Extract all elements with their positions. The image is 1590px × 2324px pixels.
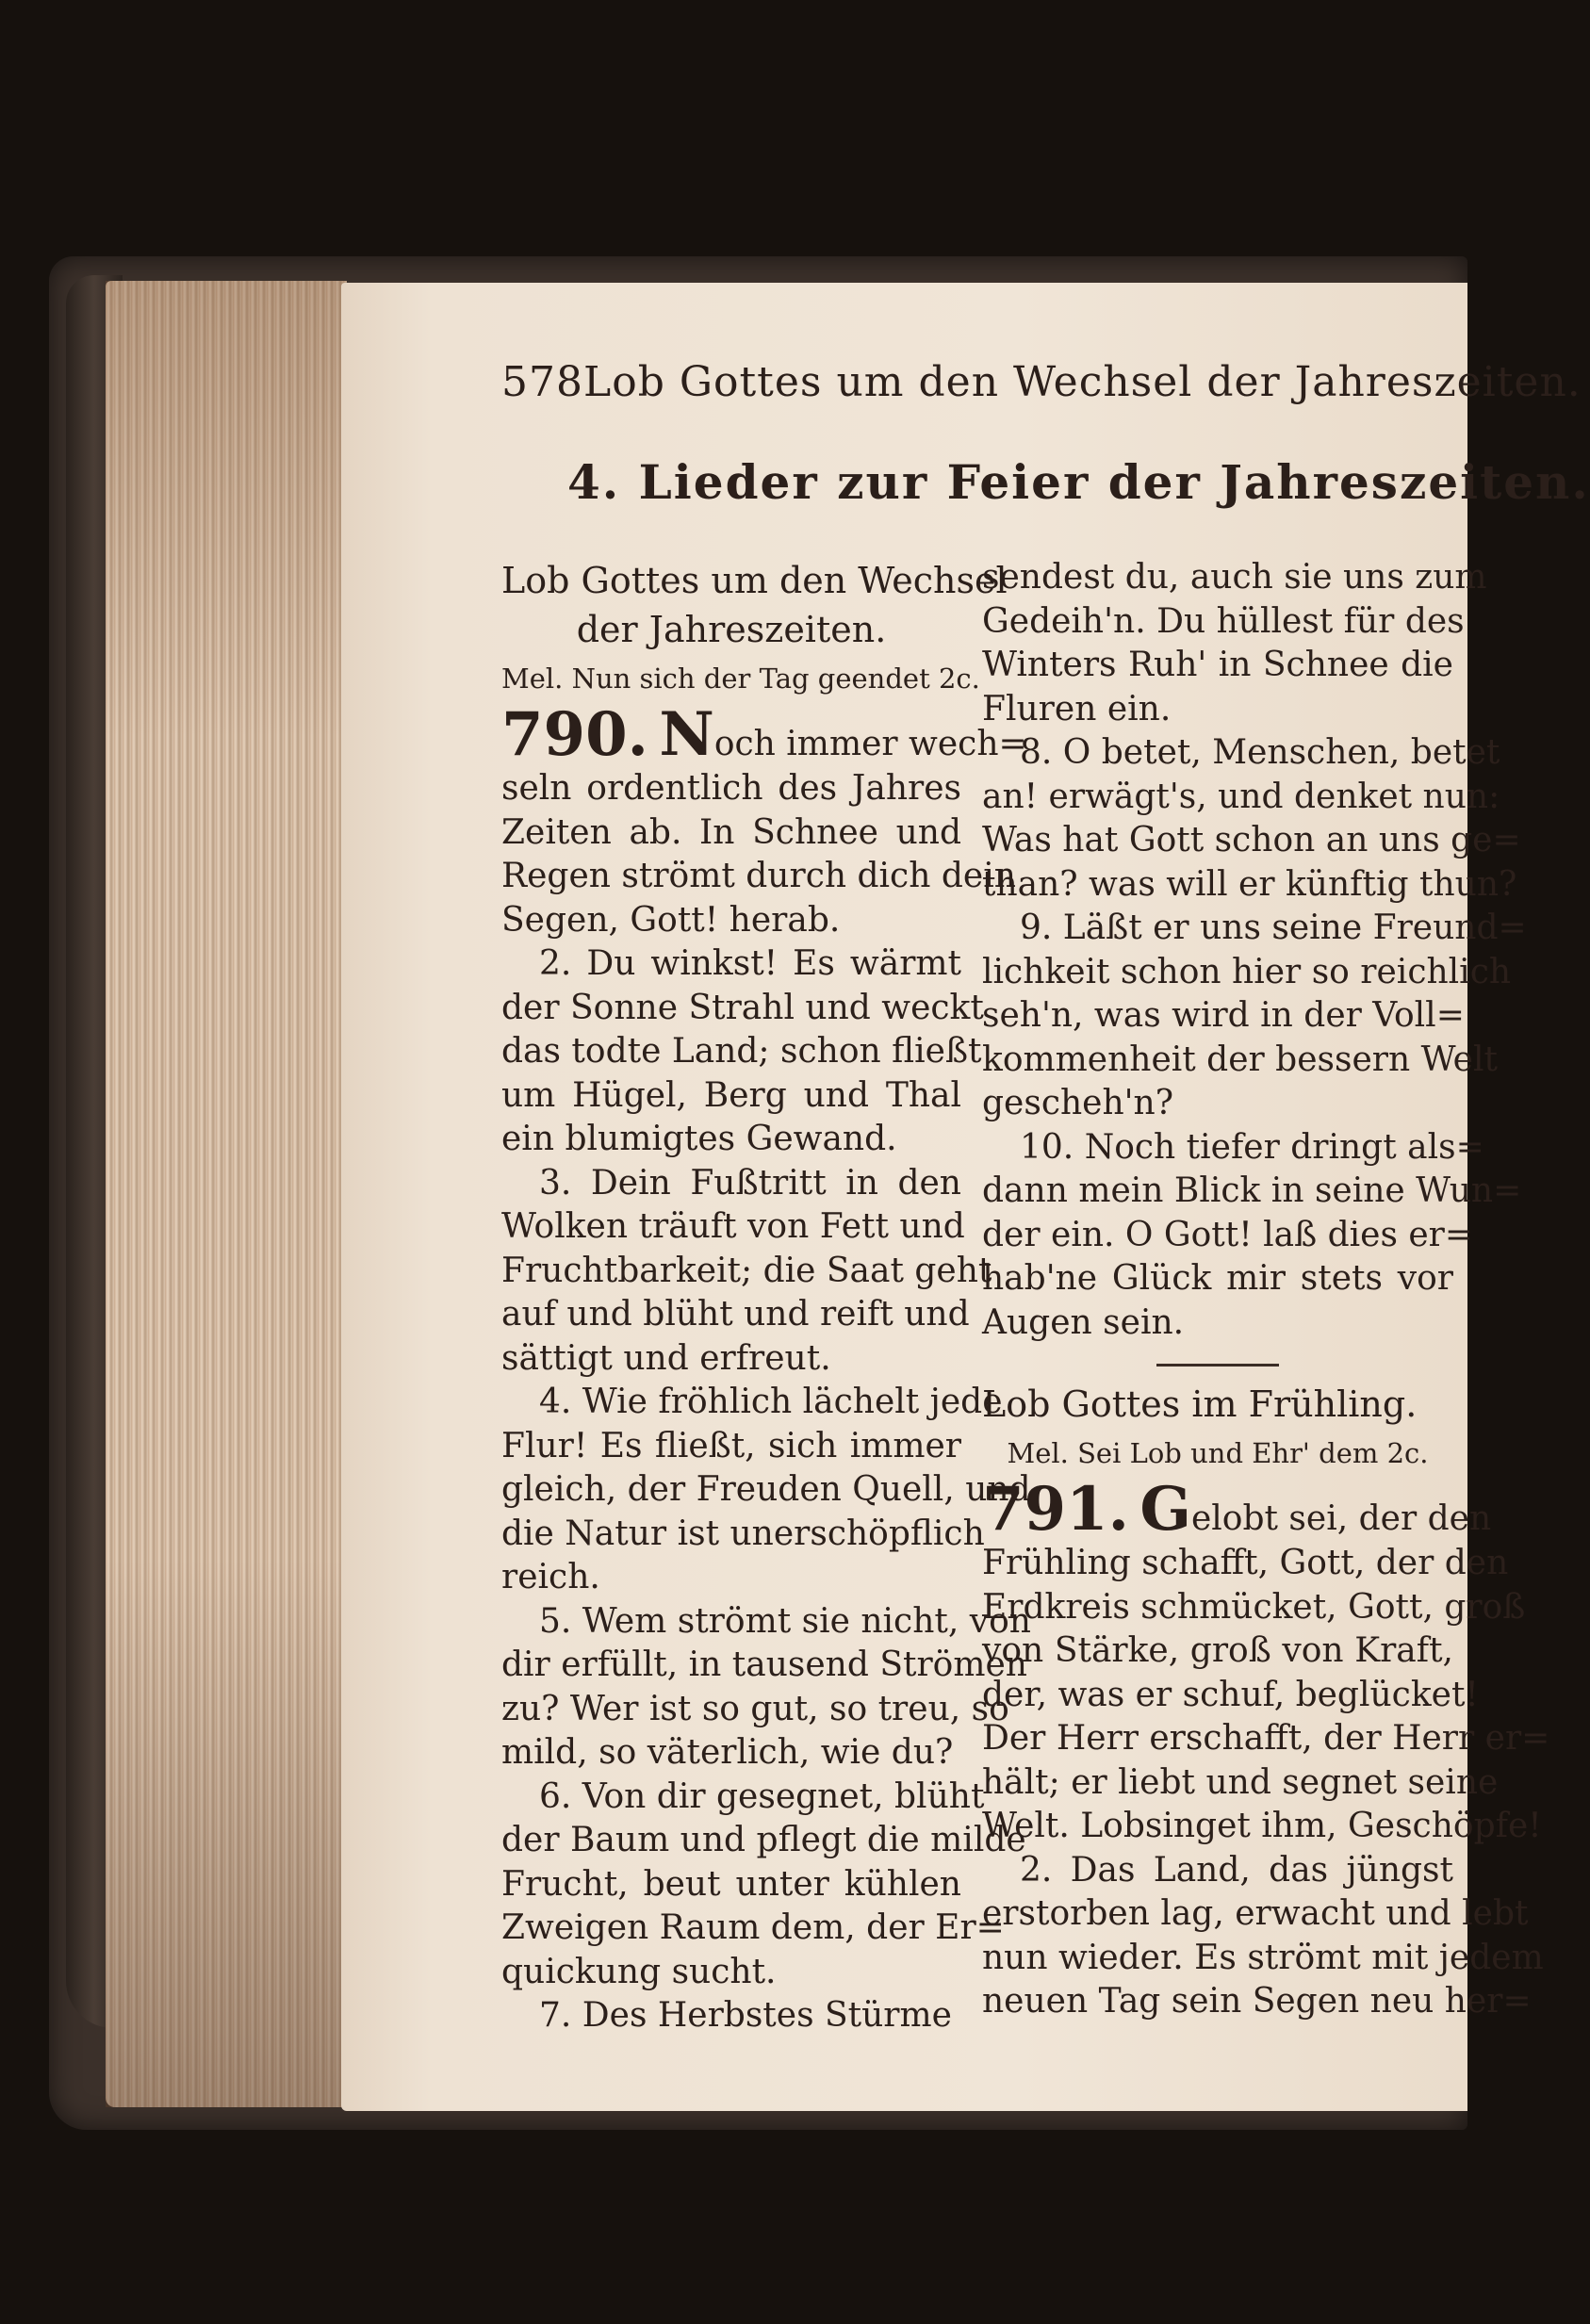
text-line: hält; er liebt und segnet seine <box>982 1762 1499 1802</box>
text-line: kommenheit der bessern Welt <box>982 1039 1498 1079</box>
text-line: der ein. O Gott! laß dies er= <box>982 1215 1474 1254</box>
text-line: Wolken träuft von Fett und <box>501 1207 965 1246</box>
text-line: seln ordentlich des Jahres <box>501 769 961 808</box>
text-line: von Stärke, groß von Kraft, <box>982 1631 1453 1670</box>
text-line: mild, so väterlich, wie du? <box>501 1733 954 1772</box>
text-line: 8. O betet, Menschen, betet <box>1020 733 1500 772</box>
text-line: Frühling schafft, Gott, der den <box>982 1544 1509 1582</box>
text-line: zu? Wer ist so gut, so treu, so <box>501 1689 1009 1728</box>
text-line: neuen Tag sein Segen neu her= <box>982 1982 1532 2021</box>
text-line: Zeiten ab. In Schnee und <box>501 812 961 852</box>
text-line: gleich, der Freuden Quell, und <box>501 1470 1031 1509</box>
text-line: 4. Wie fröhlich lächelt jede <box>539 1383 1003 1421</box>
text-line: an! erwägt's, und denket nun: <box>982 777 1500 816</box>
hymn-number: 790. <box>501 699 648 770</box>
first-line: och immer wech= <box>713 725 1027 763</box>
text-line: sättigt und erfreut. <box>501 1338 831 1378</box>
hymn-title-line-2: der Jahreszeiten. <box>576 609 887 650</box>
page-number: 578 <box>501 358 583 406</box>
text-line: Welt. Lobsinget ihm, Geschöpfe! <box>982 1807 1542 1845</box>
hymn-791-start <box>982 1474 1492 1545</box>
right-verse-lines-top <box>982 556 1527 1345</box>
text-line: than? was will er künftig thun? <box>982 864 1517 904</box>
text-line: um Hügel, Berg und Thal <box>501 1075 961 1115</box>
text-line: Frucht, beut unter kühlen <box>501 1864 961 1904</box>
text-line: Der Herr erschafft, der Herr er= <box>982 1719 1550 1758</box>
text-line: Regen strömt durch dich dein <box>501 857 1016 895</box>
text-line: 10. Noch tiefer dringt als= <box>1020 1127 1484 1167</box>
first-line-791: elobt sei, der den <box>1190 1499 1492 1538</box>
melody-note-791: Mel. Sei Lob und Ehr' dem 2c. <box>1007 1437 1429 1469</box>
right-verse-lines-bottom <box>982 1542 1550 2024</box>
text-line: reich. <box>501 1558 600 1596</box>
hymn-790-start <box>501 699 1027 770</box>
page-edges <box>106 281 347 2107</box>
text-line: 2. Das Land, das jüngst <box>1020 1850 1453 1890</box>
page-header <box>501 358 1582 424</box>
text-line: 2. Du winkst! Es wärmt <box>539 944 961 983</box>
text-line: 9. Läßt er uns seine Freund= <box>1020 908 1527 947</box>
text-line: Winters Ruh' in Schnee die <box>982 646 1453 684</box>
text-line: 7. Des Herbstes Stürme <box>539 1996 952 2035</box>
text-line: 3. Dein Fußtritt in den <box>539 1163 961 1203</box>
text-line: seh'n, was wird in der Voll= <box>982 996 1465 1035</box>
section-title: 4. Lieder zur Feier der Jahreszeiten. <box>567 454 1590 510</box>
text-line: sendest du, auch sie uns zum <box>982 558 1487 597</box>
text-line: der Sonne Strahl und weckt <box>501 988 984 1027</box>
text-line: Gedeih'n. Du hüllest für des <box>982 601 1465 641</box>
drop-initial: N <box>659 699 714 770</box>
text-line: Zweigen Raum dem, der Er= <box>501 1908 1005 1947</box>
text-line: ein blumigtes Gewand. <box>501 1120 897 1158</box>
text-line: Erdkreis schmücket, Gott, groß <box>982 1587 1526 1627</box>
hymn-number-791: 791. <box>982 1474 1129 1545</box>
text-line: gescheh'n? <box>982 1084 1174 1122</box>
text-line: Fluren ein. <box>982 689 1172 728</box>
divider-rule <box>1156 1364 1279 1367</box>
text-line: nun wieder. Es strömt mit jedem <box>982 1938 1544 1977</box>
running-title: Lob Gottes um den Wechsel der Jahreszeiten. <box>582 358 1582 406</box>
text-line: quickung sucht. <box>501 1952 777 1991</box>
hymn-title-line-1: Lob Gottes um den Wechsel <box>501 560 1008 601</box>
text-line: 6. Von dir gesegnet, blüht <box>539 1776 985 1816</box>
text-line: das todte Land; schon fließt <box>501 1032 982 1071</box>
text-line: 5. Wem strömt sie nicht, von <box>539 1601 1031 1641</box>
text-line: Segen, Gott! herab. <box>501 900 841 940</box>
text-line: die Natur ist unerschöpflich <box>501 1514 985 1553</box>
drop-initial-791: G <box>1139 1474 1191 1545</box>
melody-note: Mel. Nun sich der Tag geendet 2c. <box>501 663 980 695</box>
text-line: der, was er schuf, beglücket! <box>982 1675 1479 1714</box>
text-line: der Baum und pflegt die milde <box>501 1821 1026 1859</box>
text-line: lichkeit schon hier so reichlich <box>982 952 1512 991</box>
text-line: Was hat Gott schon an uns ge= <box>982 821 1521 859</box>
text-line: auf und blüht und reift und <box>501 1295 970 1334</box>
right-column <box>982 518 1550 2026</box>
text-line: dann mein Blick in seine Wun= <box>982 1171 1522 1210</box>
book-page <box>341 283 1590 2111</box>
text-line: dir erfüllt, in tausend Strömen <box>501 1645 1027 1684</box>
hymn-791-title: Lob Gottes im Frühling. <box>982 1383 1418 1425</box>
text-line: hab'ne Glück mir stets vor <box>982 1259 1453 1298</box>
left-column <box>501 518 1031 2035</box>
text-line: erstorben lag, erwacht und lebt <box>982 1894 1529 1933</box>
text-line: Fruchtbarkeit; die Saat geht <box>501 1251 992 1290</box>
text-line: Augen sein. <box>982 1302 1185 1342</box>
text-line: Flur! Es fließt, sich immer <box>501 1426 961 1465</box>
left-verse-lines <box>501 767 1031 2038</box>
